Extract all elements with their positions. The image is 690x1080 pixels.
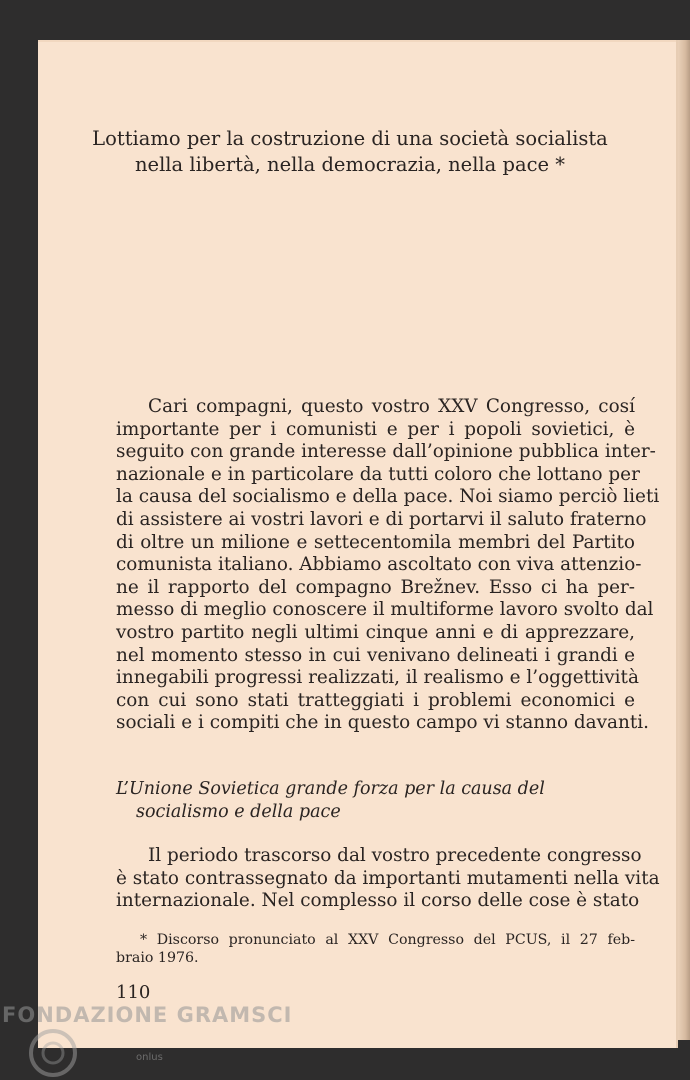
body-line: messo di meglio conoscere il multiforme lavoro svolto dal	[116, 599, 654, 621]
body-line: importante per i comunisti e per i popoli sovietici, è	[116, 418, 635, 440]
body-line: internazionale. Nel complesso il corso delle cose è stato	[116, 890, 640, 912]
watermark-logo-icon	[26, 1026, 80, 1080]
section-heading-line-1: L’Unione Sovietica grande forza per la causa del	[116, 779, 545, 799]
chapter-title-line-2: nella libertà, nella democrazia, nella pace *	[134, 153, 566, 176]
body-paragraph-1	[116, 396, 660, 735]
body-line: innegabili progressi realizzati, il realismo e l’oggettività	[116, 667, 639, 689]
watermark-subtext: onlus	[136, 1052, 163, 1063]
body-line: la causa del socialismo e della pace. Noi siamo perciò lieti	[116, 486, 660, 508]
body-line: seguito con grande interesse dall’opinione pubblica inter-	[116, 441, 656, 463]
section-heading	[116, 778, 636, 824]
footnote-line-2: braio 1976.	[116, 950, 199, 966]
body-line: è stato contrassegnato da importanti mutamenti nella vita	[116, 867, 660, 889]
body-line: nazionale e in particolare da tutti coloro che lottano per	[116, 463, 640, 485]
body-line: vostro partito negli ultimi cinque anni e di apprezzare,	[116, 621, 635, 643]
chapter-title	[80, 126, 620, 178]
body-line: Il periodo trascorso dal vostro precedente congresso	[148, 845, 642, 866]
body-line: di oltre un milione e settecentomila membri del Partito	[116, 531, 635, 553]
body-line: comunista italiano. Abbiamo ascoltato con viva attenzio-	[116, 554, 642, 576]
body-line: Cari compagni, questo vostro XXV Congresso, cosí	[148, 396, 635, 417]
page-edge	[678, 40, 690, 1040]
body-line: di assistere ai vostri lavori e di portarvi il saluto fraterno	[116, 508, 647, 530]
page-number: 110	[116, 982, 151, 1003]
body-paragraph-2	[116, 845, 660, 913]
footnote-line-1: * Discorso pronunciato al XXV Congresso del PCUS, il 27 feb-	[140, 932, 635, 948]
body-line: ne il rapporto del compagno Brežnev. Esso ci ha per-	[116, 576, 635, 598]
footnote	[116, 931, 635, 967]
chapter-title-line-1: Lottiamo per la costruzione di una società socialista	[92, 127, 608, 150]
watermark-text: FONDAZIONE GRAMSCI	[2, 1003, 293, 1027]
section-heading-line-2: socialismo e della pace	[136, 802, 341, 822]
body-line: con cui sono stati tratteggiati i problemi economici e	[116, 689, 635, 711]
body-line: sociali e i compiti che in questo campo vi stanno davanti.	[116, 712, 649, 734]
body-line: nel momento stesso in cui venivano delineati i grandi e	[116, 644, 635, 666]
